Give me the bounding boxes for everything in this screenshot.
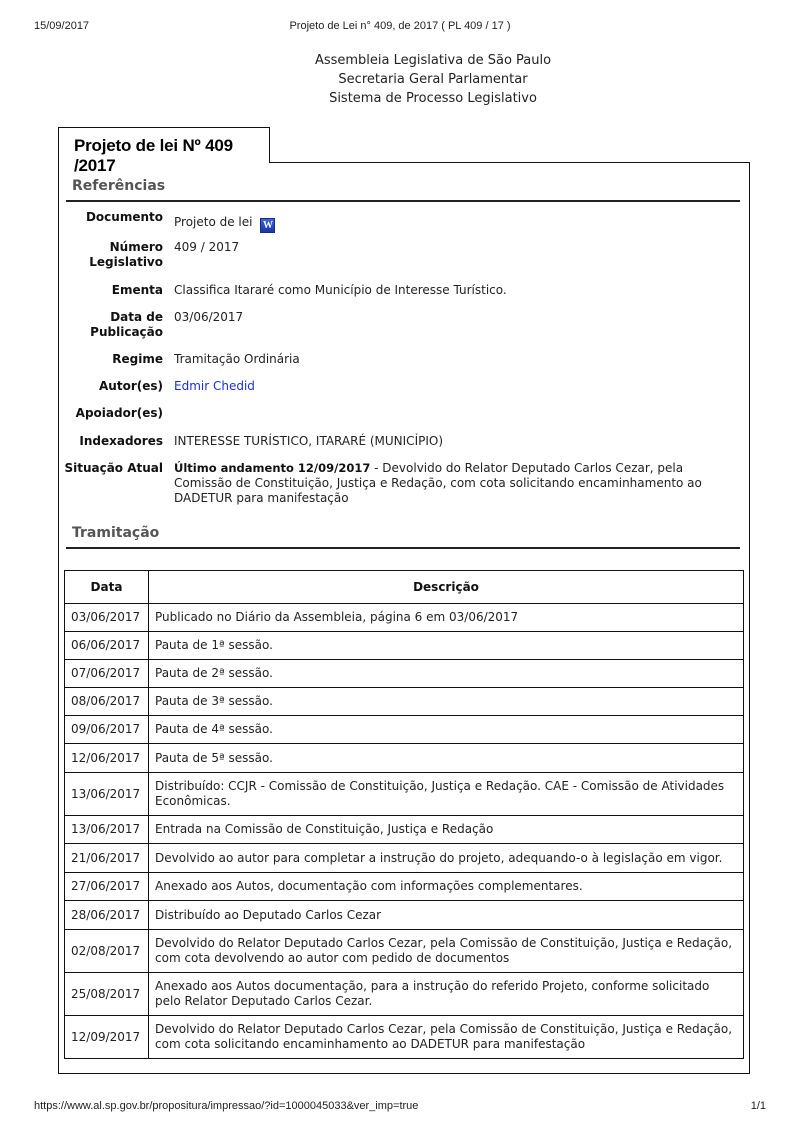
- table-row: [65, 716, 744, 744]
- field-value-ementa: Classifica Itararé como Município de Interesse Turístico.: [174, 283, 507, 297]
- row-date: 06/06/2017: [65, 632, 149, 660]
- print-title: Projeto de Lei n° 409, de 2017 ( PL 409 / 17 ): [289, 20, 511, 32]
- section-title-referencias: Referências: [72, 178, 166, 194]
- page-number: 1/1: [750, 1100, 766, 1112]
- org-line-1: Assembleia Legislativa de São Paulo: [314, 53, 552, 68]
- row-date: 12/06/2017: [65, 744, 149, 773]
- field-label-line: Data de: [110, 310, 163, 324]
- tramitacao-table: [64, 570, 744, 1059]
- field-value-indexadores: INTERESSE TURÍSTICO, ITARARÉ (MUNICÍPIO): [174, 434, 444, 448]
- row-date: 13/06/2017: [65, 773, 149, 816]
- row-date: 03/06/2017: [65, 604, 149, 632]
- row-description: Entrada na Comissão de Constituição, Justiça e Redação: [149, 816, 744, 844]
- section-divider: [66, 200, 740, 202]
- row-description: Devolvido do Relator Deputado Carlos Cezar, pela Comissão de Constituição, Justiça e Redação, com cota devolvendo ao autor com pedido de documentos: [149, 930, 744, 973]
- field-label: Documento: [85, 210, 163, 224]
- table-header-row: [65, 571, 744, 604]
- field-value-documento: [174, 215, 740, 233]
- row-date: 28/06/2017: [65, 901, 149, 930]
- word-document-icon[interactable]: W: [260, 218, 275, 233]
- row-date: 21/06/2017: [65, 844, 149, 873]
- row-date: 02/08/2017: [65, 930, 149, 973]
- field-label: [60, 240, 163, 270]
- row-date: 27/06/2017: [65, 873, 149, 901]
- row-date: 12/09/2017: [65, 1016, 149, 1059]
- row-description: Pauta de 1ª sessão.: [149, 632, 744, 660]
- print-footer: [34, 1100, 766, 1112]
- field-label-line: Número: [109, 240, 163, 254]
- field-label: Indexadores: [79, 434, 163, 448]
- org-line-3: Sistema de Processo Legislativo: [329, 91, 537, 106]
- table-row: [65, 901, 744, 930]
- field-label: Ementa: [111, 283, 163, 297]
- table-row: [65, 604, 744, 632]
- row-description: Anexado aos Autos documentação, para a instrução do referido Projeto, conforme solicitado pelo Relator Deputado Carlos Cezar.: [149, 973, 744, 1016]
- field-value-regime: Tramitação Ordinária: [174, 352, 300, 366]
- field-value-situacao: [174, 461, 740, 506]
- print-header: [34, 20, 766, 34]
- row-description: Distribuído: CCJR - Comissão de Constituição, Justiça e Redação. CAE - Comissão de Atividades Econômicas.: [149, 773, 744, 816]
- row-date: 25/08/2017: [65, 973, 149, 1016]
- column-header-data: Data: [65, 571, 149, 604]
- section-divider: [66, 547, 740, 549]
- page-title-tab: Projeto de lei Nº 409 /2017: [58, 127, 270, 163]
- row-description: Devolvido do Relator Deputado Carlos Cezar, pela Comissão de Constituição, Justiça e Redação, com cota solicitando encaminhamento ao DADETUR para manifestação: [149, 1016, 744, 1059]
- field-label: Situação Atual: [64, 461, 163, 475]
- column-header-descricao: Descrição: [149, 571, 744, 604]
- author-link[interactable]: Edmir Chedid: [174, 379, 255, 393]
- row-date: 13/06/2017: [65, 816, 149, 844]
- field-label: Apoiador(es): [75, 406, 163, 420]
- table-row: [65, 844, 744, 873]
- row-description: Publicado no Diário da Assembleia, página 6 em 03/06/2017: [149, 604, 744, 632]
- row-description: Pauta de 4ª sessão.: [149, 716, 744, 744]
- row-date: 07/06/2017: [65, 660, 149, 688]
- row-description: Pauta de 5ª sessão.: [149, 744, 744, 773]
- section-title-tramitacao: Tramitação: [72, 525, 160, 541]
- table-row: [65, 816, 744, 844]
- situacao-text: - Devolvido do Relator Deputado Carlos Cezar, pela Comissão de Constituição, Justiça e Redação, com cota solicitando encaminhamento ao DADETUR para manifestação: [174, 461, 702, 505]
- row-description: Distribuído ao Deputado Carlos Cezar: [149, 901, 744, 930]
- field-label: Autor(es): [99, 379, 163, 393]
- field-value-numero: 409 / 2017: [174, 240, 240, 254]
- organization-heading: [0, 51, 800, 108]
- table-row: [65, 773, 744, 816]
- print-url: https://www.al.sp.gov.br/propositura/impressao/?id=1000045033&ver_imp=true: [34, 1100, 419, 1112]
- table-row: [65, 744, 744, 773]
- situacao-ultimo-andamento: Último andamento 12/09/2017: [174, 461, 371, 475]
- field-label: [60, 310, 163, 340]
- row-description: Pauta de 2ª sessão.: [149, 660, 744, 688]
- table-row: [65, 930, 744, 973]
- field-value-data-publicacao: 03/06/2017: [174, 310, 244, 324]
- row-description: Devolvido ao autor para completar a instrução do projeto, adequando-o à legislação em vigor.: [149, 844, 744, 873]
- table-row: [65, 688, 744, 716]
- table-row: [65, 973, 744, 1016]
- org-line-2: Secretaria Geral Parlamentar: [338, 72, 528, 87]
- table-row: [65, 632, 744, 660]
- table-row: [65, 660, 744, 688]
- row-description: Anexado aos Autos, documentação com informações complementares.: [149, 873, 744, 901]
- table-row: [65, 1016, 744, 1059]
- field-label-line: Legislativo: [89, 255, 163, 269]
- field-label-line: Publicação: [90, 325, 163, 339]
- row-description: Pauta de 3ª sessão.: [149, 688, 744, 716]
- table-row: [65, 873, 744, 901]
- field-label: Regime: [112, 352, 163, 366]
- row-date: 08/06/2017: [65, 688, 149, 716]
- row-date: 09/06/2017: [65, 716, 149, 744]
- print-date: 15/09/2017: [34, 20, 90, 32]
- documento-value: Projeto de lei: [174, 215, 253, 229]
